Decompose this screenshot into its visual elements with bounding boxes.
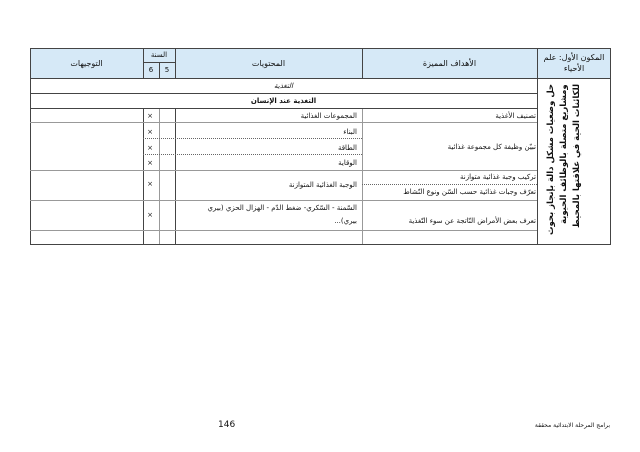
header-component — [537, 48, 611, 78]
row-divider-1 — [30, 122, 537, 123]
header-contents — [175, 48, 362, 78]
year-5-label: 5 — [164, 66, 170, 74]
objective-row-6: تعرف بعض الأمراض النّاتجة عن سوء التّغذية — [408, 217, 536, 225]
component-description: حل وضعيات مشكل دالة بإنجاز بحوث ومشاريع متصلة بالوظائف الحيوية للكائنات الحية في علاقتها بالمحيط — [546, 84, 582, 236]
body-col-objectives — [362, 108, 363, 244]
page-number: 146 — [218, 420, 236, 430]
content-row-2: البناء — [343, 128, 357, 136]
header-contents-label: المحتويات — [251, 58, 286, 68]
content-row-3: الطاقة — [337, 144, 357, 152]
section-divider-1 — [30, 93, 537, 94]
grid-col-year — [159, 62, 160, 78]
content-row-6a: السّمنة - السّكري- ضغط الدّم - الهزال الحزي (بيري — [207, 204, 357, 212]
mark-row-6: × — [147, 211, 153, 219]
grid-top — [30, 48, 611, 49]
header-year-5 — [159, 62, 175, 78]
objective-row-3: تبيّن وظيفة كل مجموعة غذائية — [447, 143, 536, 151]
row-divider-2 — [143, 138, 362, 139]
row-divider-3 — [143, 154, 362, 155]
grid-col-notes — [143, 48, 144, 78]
objective-row-1: تصنيف الأغذية — [495, 112, 536, 120]
grid-col-contents — [175, 48, 176, 78]
header-objectives — [362, 48, 537, 78]
grid-right — [610, 48, 611, 245]
mark-row-4: × — [147, 159, 153, 167]
section-human-nutrition: التغذية عند الإنسان — [250, 97, 317, 105]
content-row-5: الوجبة الغذائية المتوازنة — [288, 181, 357, 189]
objective-row-5b: تعرّف وجبات غذائية حسب السّن ونوع النّشاط — [403, 188, 536, 196]
content-row-1: المجموعات الغذائية — [300, 112, 357, 120]
mark-row-5: × — [147, 180, 153, 188]
objective-row-5-divider — [362, 184, 537, 185]
header-objectives-label: الأهداف المميزة — [422, 58, 477, 68]
grid-bottom — [30, 244, 611, 245]
row-divider-6 — [30, 230, 537, 231]
grid-col-component — [537, 48, 538, 245]
body-col-contents — [175, 108, 176, 244]
header-notes — [30, 48, 143, 78]
year-6-label: 6 — [148, 66, 154, 74]
header-notes-label: التوجيهات — [70, 58, 103, 68]
row-divider-4 — [30, 170, 537, 171]
header-component-label-1: المكون الأول: علم — [543, 53, 605, 62]
grid-header-bottom — [30, 78, 611, 79]
body-col-year — [159, 108, 160, 244]
grid-left — [30, 48, 31, 245]
header-year-6 — [143, 62, 159, 78]
mark-row-1: × — [147, 112, 153, 120]
header-year-label: السنة — [150, 51, 168, 59]
header-year — [143, 48, 175, 62]
mark-row-3: × — [147, 144, 153, 152]
grid-col-objectives — [362, 48, 363, 78]
section-nutrition: التغذية — [274, 82, 293, 90]
header-component-label-2: الأحياء — [563, 64, 585, 73]
mark-row-2: × — [147, 128, 153, 136]
objective-row-5a: تركيب وجبة غذائية متوازنة — [460, 173, 536, 181]
program-title: برامج المرحلة الابتدائية محققة — [534, 422, 610, 429]
row-divider-5 — [30, 200, 537, 201]
section-divider-2 — [30, 108, 537, 109]
content-row-6b: بيري)... — [334, 217, 357, 225]
content-row-4: الوقاية — [338, 159, 357, 167]
